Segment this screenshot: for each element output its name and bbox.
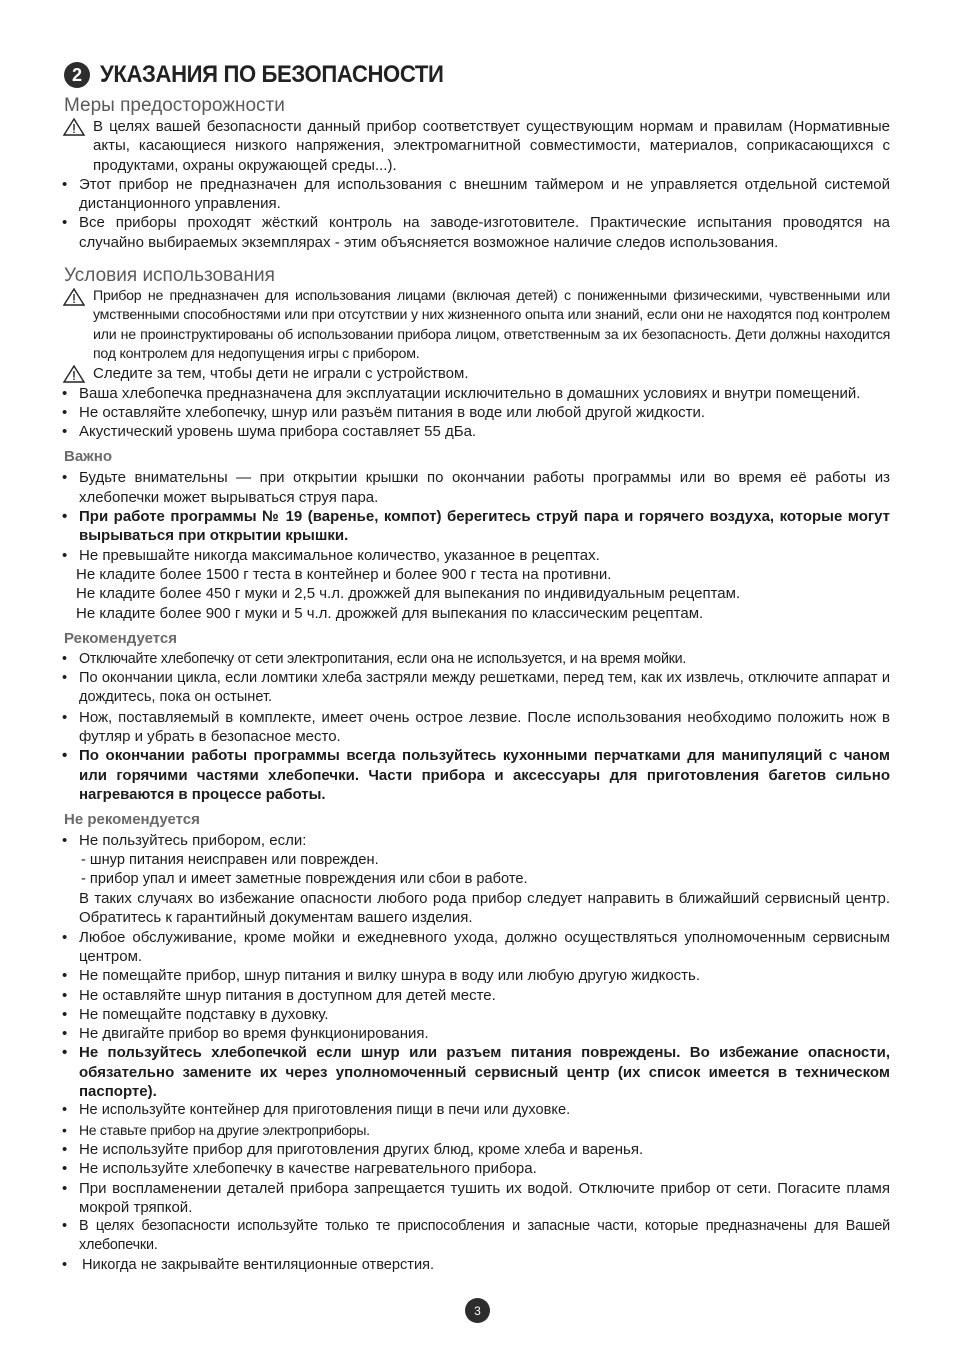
continuation-line: Не кладите более 900 г муки и 5 ч.л. дрожжей для выпекания по классическим рецептам.	[76, 604, 704, 622]
page-title: УКАЗАНИЯ ПО БЕЗОПАСНОСТИ	[100, 61, 444, 88]
bullet: •	[62, 708, 68, 726]
bullet: •	[62, 1102, 68, 1119]
bullet: •	[62, 1140, 68, 1158]
list-item	[62, 403, 890, 422]
list-item	[62, 213, 890, 252]
bullet: •	[62, 1179, 68, 1197]
sub-list-item: - шнур питания неисправен или поврежден.	[81, 851, 379, 868]
list-item	[62, 175, 890, 214]
item-text: По окончании работы программы всегда пользуйтесь кухонными перчатками для манипуляций с чаном или горячими частями хлебопечки. Части прибора и аксессуары для приготовления багетов сильно нагреваются в процессе работы.	[79, 747, 890, 803]
bullet: •	[62, 469, 68, 487]
item-text: Не используйте хлебопечку в качестве нагревательного прибора.	[79, 1160, 537, 1178]
bullet: •	[62, 928, 68, 946]
continuation-line: Не кладите более 1500 г теста в контейнер и более 900 г теста на противни.	[76, 565, 612, 583]
section-number-badge: 2	[64, 62, 90, 88]
bullet: •	[62, 1160, 68, 1178]
bullet: •	[62, 546, 68, 564]
list-item	[62, 986, 890, 1005]
item-text: Не помещайте прибор, шнур питания и вилку шнура в воду или любую другую жидкость.	[79, 967, 701, 985]
item-text: Все приборы проходят жёсткий контроль на заводе-изготовителе. Практические испытания проводятся на случайно выбираемых экземплярах - этим объясняется возможное наличие следов использования.	[79, 214, 890, 251]
bullet: •	[62, 967, 68, 985]
warning-triangle-icon	[63, 288, 85, 306]
list-item	[62, 1140, 890, 1159]
bullet: •	[62, 1121, 67, 1138]
section-header	[62, 58, 890, 92]
bullet: •	[62, 508, 68, 526]
bullet: •	[62, 214, 68, 232]
bullet: •	[62, 1256, 68, 1273]
item-text: При воспламенении деталей прибора запрещается тушить их водой. Отключите прибор от сети. Погасите пламя мокрой тряпкой.	[79, 1179, 890, 1216]
bullet: •	[62, 1005, 68, 1023]
list-item	[62, 468, 890, 507]
list-item	[62, 928, 890, 967]
precautions-heading: Меры предосторожности	[64, 95, 285, 116]
item-text: Акустический уровень шума прибора составляет 55 дБа.	[79, 423, 477, 441]
list-item	[62, 669, 890, 708]
bullet: •	[62, 403, 68, 421]
conditions-heading: Условия использования	[64, 265, 275, 287]
bullet: •	[62, 670, 68, 687]
item-text: В целях вашей безопасности данный прибор соответствует существующим нормам и правилам (Нормативные акты, касающиеся низкого напряжения, электромагнитной совместимости, материалов, соприкасающихся с продуктами, охраны окружающей среды...).	[93, 118, 890, 174]
list-item	[62, 650, 890, 669]
list-item	[62, 1179, 890, 1218]
list-item	[62, 966, 890, 985]
item-text: Отключайте хлебопечку от сети электропитания, если она не используется, и на время мойки.	[79, 650, 687, 667]
item-text: Нож, поставляемый в комплекте, имеет очень острое лезвие. После использования необходимо положить нож в футляр и убрать в безопасное место.	[79, 708, 890, 746]
list-item	[62, 1217, 890, 1256]
not-recommended-heading: Не рекомендуется	[64, 811, 200, 829]
warning-triangle-icon	[63, 118, 85, 136]
list-item	[62, 507, 890, 546]
bullet: •	[62, 175, 68, 193]
list-item	[62, 1121, 890, 1140]
item-text: Никогда не закрывайте вентиляционные отверстия.	[82, 1256, 435, 1273]
bullet: •	[62, 423, 68, 441]
bullet: •	[62, 1218, 67, 1235]
list-item	[62, 546, 890, 565]
bullet: •	[62, 1025, 68, 1043]
list-item	[62, 708, 890, 747]
list-item	[62, 422, 890, 441]
bullet: •	[62, 384, 68, 402]
item-text: Не пользуйтесь прибором, если:	[79, 832, 307, 850]
safety-page	[62, 58, 890, 1275]
list-item	[62, 746, 890, 804]
list-item	[62, 117, 890, 175]
item-text: Не двигайте прибор во время функционирования.	[79, 1025, 429, 1043]
list-item	[62, 831, 890, 850]
item-text: Не помещайте подставку в духовку.	[79, 1005, 329, 1023]
page-number: 3	[465, 1298, 490, 1323]
item-text: Этот прибор не предназначен для использования с внешним таймером и не управляется отдельной системой дистанционного управления.	[79, 175, 890, 213]
list-item-continuation	[62, 889, 890, 928]
item-text: В целях безопасности используйте только те приспособления и запасные части, которые предназначены для Вашей хлебопечки.	[79, 1218, 890, 1254]
item-text: Не оставляйте шнур питания в доступном для детей месте.	[79, 986, 496, 1004]
item-text: Не ставьте прибор на другие электроприборы.	[79, 1121, 370, 1138]
item-text: Прибор не предназначен для использования лицами (включая детей) с пониженными физическими, чувственными или умственными способностями или при отсутствии у них жизненного опыта или знаний, если они не находятся под контролем или не проинструктированы об использовании прибора лицом, ответственным за их безопасность. Дети должны находится под контролем для недопущения игры с прибором.	[93, 288, 890, 362]
list-item	[62, 1101, 890, 1120]
list-item	[62, 1043, 890, 1101]
list-item	[62, 364, 890, 383]
item-text: Не превышайте никогда максимальное количество, указанное в рецептах.	[79, 546, 600, 564]
list-item	[62, 1024, 890, 1043]
item-text: Любое обслуживание, кроме мойки и ежедневного ухода, должно осуществляться уполномоченным сервисным центром.	[79, 928, 890, 965]
bullet: •	[62, 747, 68, 765]
bullet: •	[62, 1044, 68, 1062]
bullet: •	[62, 986, 68, 1004]
item-text: При работе программы № 19 (варенье, компот) берегитесь струй пара и горячего воздуха, которые могут вырываться при открытии крышки.	[79, 508, 890, 545]
continuation-line: Не кладите более 450 г муки и 2,5 ч.л. дрожжей для выпекания по индивидуальным рецептам.	[76, 585, 741, 603]
item-text: Следите за тем, чтобы дети не играли с устройством.	[93, 365, 469, 383]
item-text: Ваша хлебопечка предназначена для эксплуатации исключительно в домашних условиях и внутри помещений.	[79, 384, 861, 402]
recommended-heading: Рекомендуется	[64, 629, 177, 647]
item-text: Не оставляйте хлебопечку, шнур или разъём питания в воде или любой другой жидкости.	[79, 403, 706, 421]
list-item	[62, 1256, 890, 1275]
list-item	[62, 1159, 890, 1178]
item-text: Не пользуйтесь хлебопечкой если шнур или разъем питания повреждены. Во избежание опасности, обязательно замените их через уполномоченный сервисный центр (их список имеется в техническом паспорте).	[79, 1044, 890, 1101]
sub-list-item: - прибор упал и имеет заметные повреждения или сбои в работе.	[81, 870, 528, 887]
item-text: Будьте внимательны — при открытии крышки по окончании работы программы или во время её работы из хлебопечки может вырываться струя пара.	[79, 469, 890, 506]
bullet: •	[62, 832, 68, 850]
warning-triangle-icon	[63, 365, 85, 383]
item-text: Не используйте прибор для приготовления других блюд, кроме хлеба и варенья.	[79, 1140, 644, 1158]
item-text: По окончании цикла, если ломтики хлеба застряли между решетками, перед тем, как их извлечь, отключите аппарат и дождитесь, пока он остынет.	[79, 670, 890, 706]
bullet: •	[62, 650, 67, 667]
item-text: Не используйте контейнер для приготовления пищи в печи или духовке.	[79, 1102, 571, 1119]
important-heading: Важно	[64, 448, 113, 466]
item-text: В таких случаях во избежание опасности любого рода прибор следует направить в ближайший сервисный центр. Обратитесь к гарантийный документам вашего изделия.	[79, 890, 890, 927]
list-item	[62, 384, 890, 403]
list-item	[62, 1005, 890, 1024]
list-item	[62, 287, 890, 364]
